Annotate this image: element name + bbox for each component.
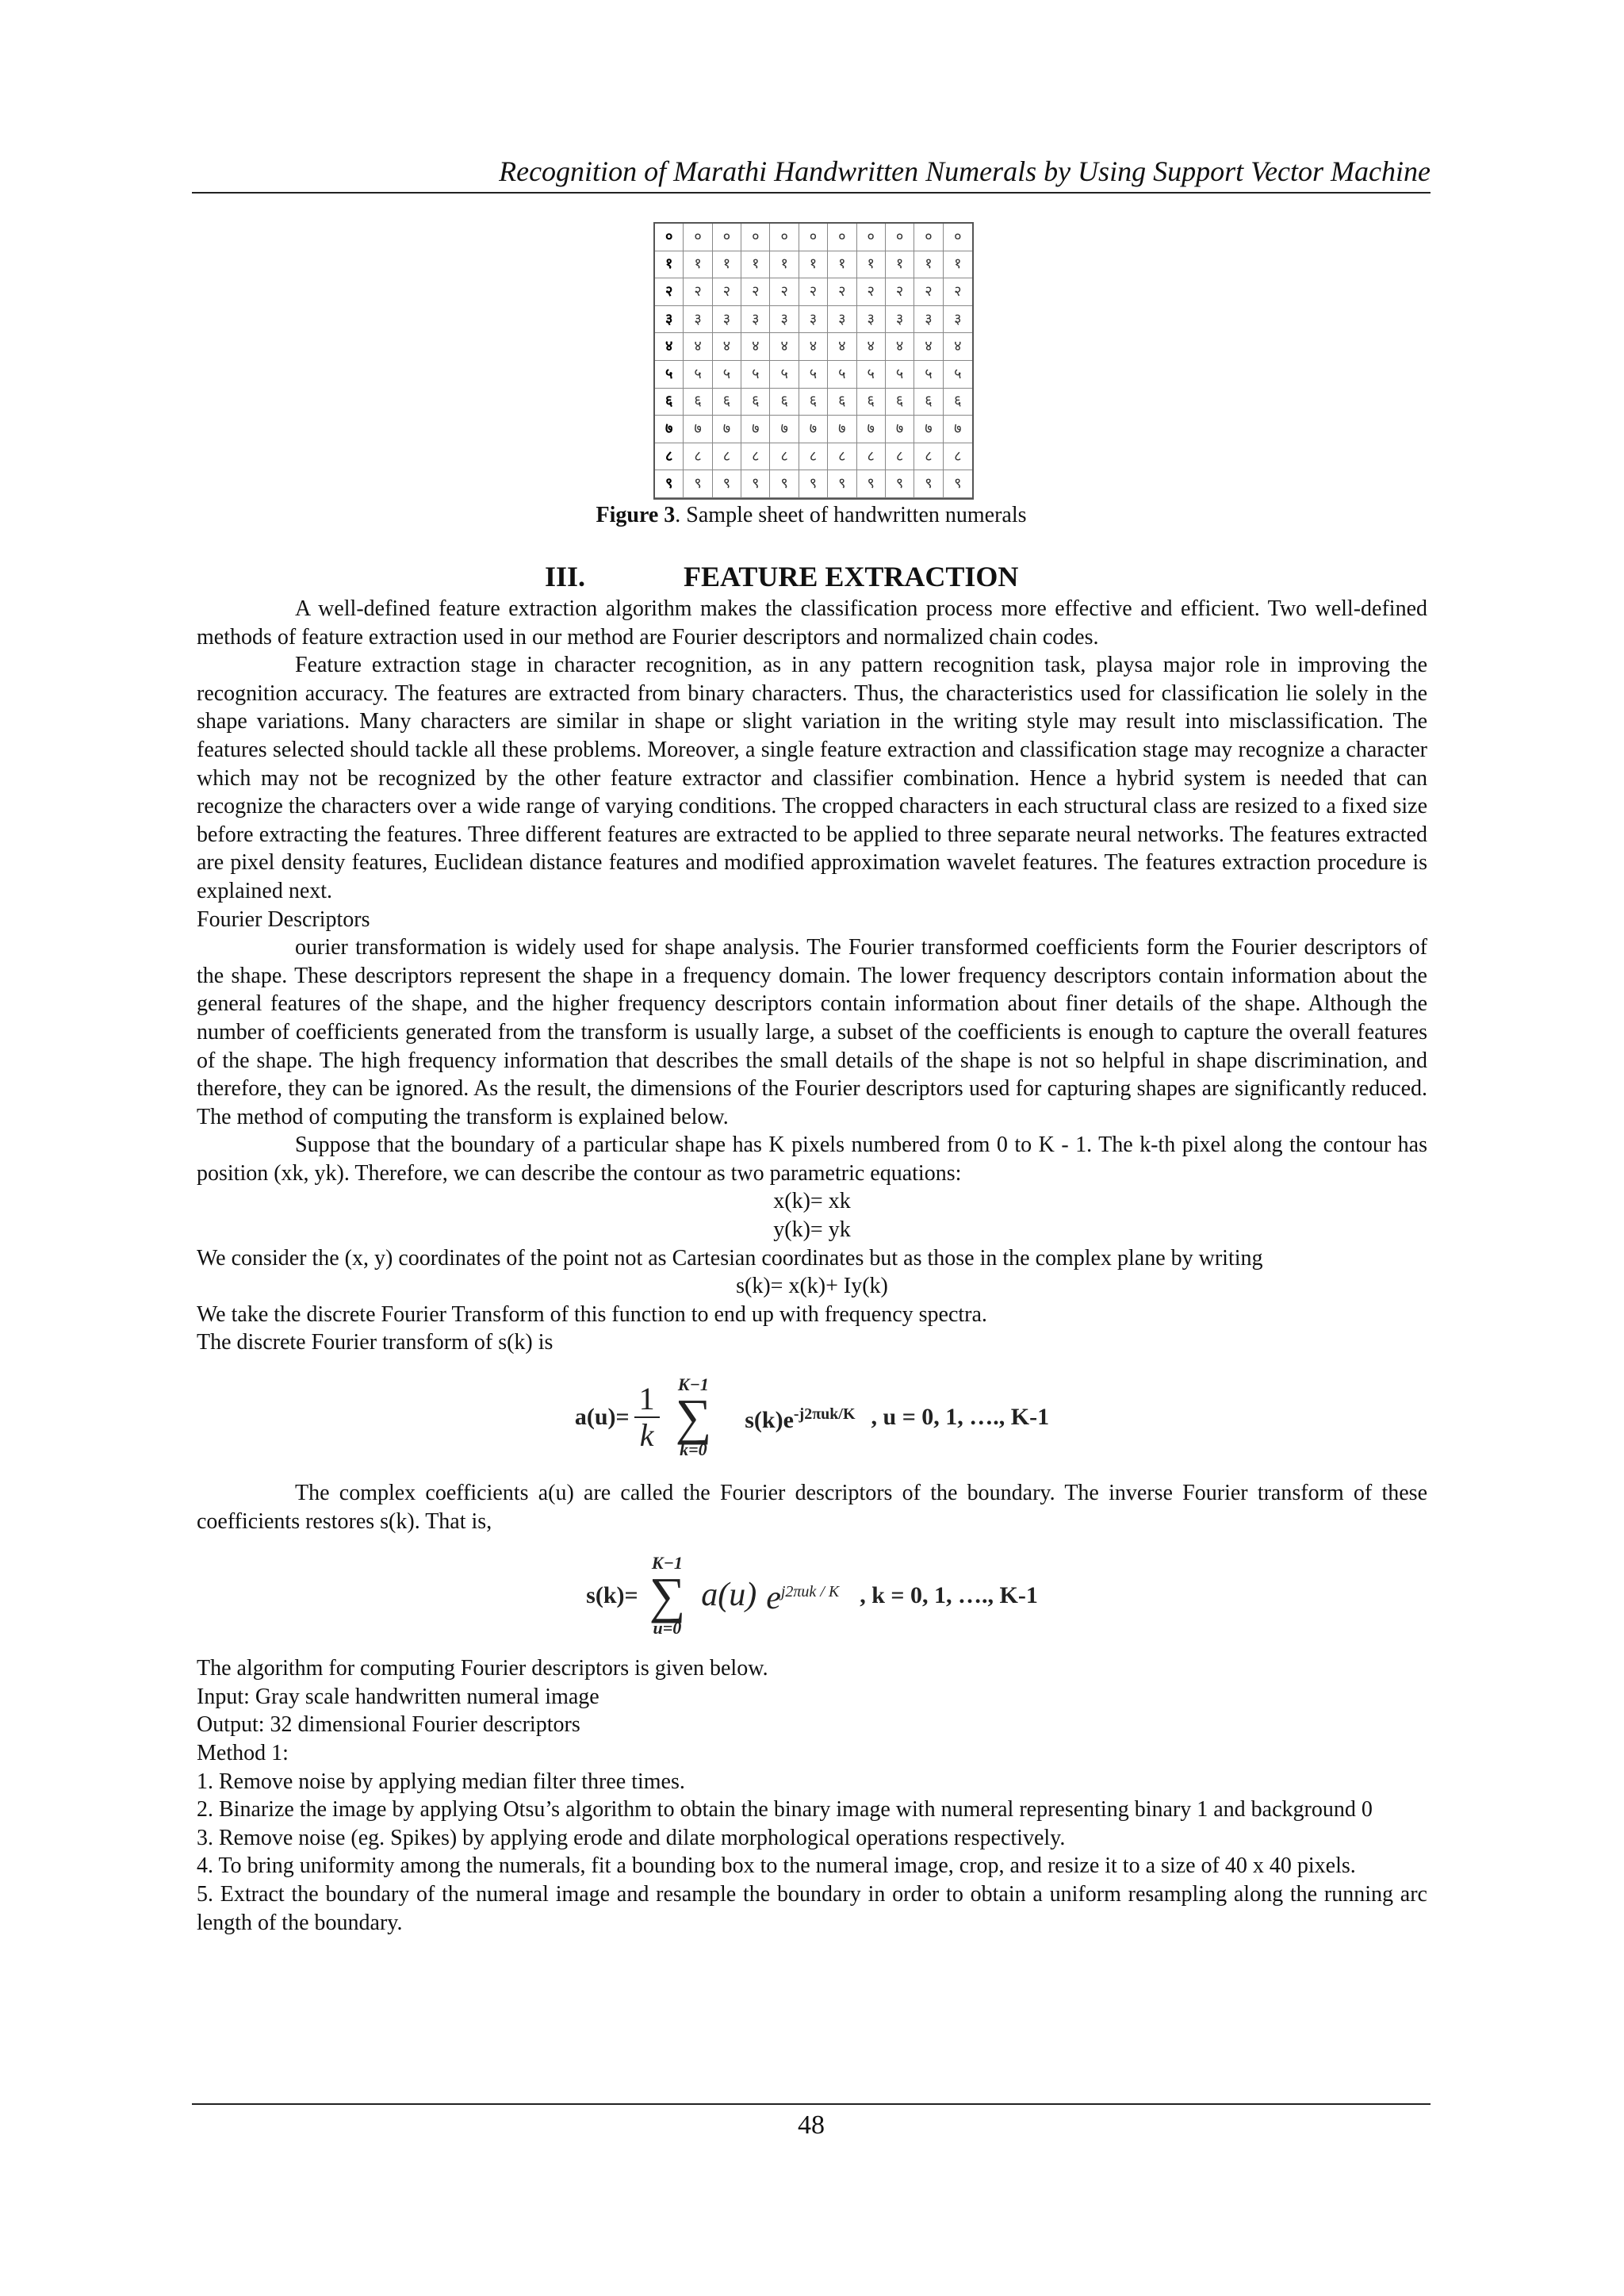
numeral-cell: २ xyxy=(741,278,770,306)
numeral-cell: ७ xyxy=(944,416,972,443)
numeral-cell: ४ xyxy=(799,333,828,361)
numeral-cell: ५ xyxy=(799,361,828,389)
dft-term: $s(k)e^{-j2\pi uk/K}$ xyxy=(745,1405,856,1433)
sigma-symbol: ∑ xyxy=(675,1389,712,1446)
algorithm-step-1: 1. Remove noise by applying median filter three times. xyxy=(197,1769,685,1794)
numeral-cell: २ xyxy=(770,278,799,306)
numeral-cell: ० xyxy=(828,224,856,251)
numeral-cell: ८ xyxy=(799,443,828,471)
paragraph-algorithm: The algorithm for computing Fourier descriptors is given below. xyxy=(197,1656,768,1681)
numeral-cell: ३ xyxy=(799,306,828,334)
numeral-cell: ७ xyxy=(828,416,856,443)
numeral-cell: ५ xyxy=(828,361,856,389)
numeral-cell: ३ xyxy=(741,306,770,334)
numeral-cell: ३ xyxy=(857,306,886,334)
numeral-cell: ९ xyxy=(857,470,886,498)
numeral-cell: ४ xyxy=(684,333,712,361)
numeral-cell: ८ xyxy=(886,443,914,471)
idft-coefficient: a(u) xyxy=(701,1577,757,1614)
numeral-cell: ९ xyxy=(886,470,914,498)
numeral-cell: ९ xyxy=(770,470,799,498)
numeral-cell: ३ xyxy=(684,306,712,334)
numeral-cell: ५ xyxy=(857,361,886,389)
numeral-cell: ६ xyxy=(828,389,856,416)
paragraph-intro: A well-defined feature extraction algorithm makes the classification process more effective and efficient. Two well-defined methods of feature extraction used in our method are Fourier descriptors and normalized chain codes. xyxy=(197,596,1427,650)
numeral-cell: ० xyxy=(914,224,943,251)
numeral-cell: ४ xyxy=(713,333,741,361)
body-text xyxy=(197,595,1427,1937)
idft-exponential: $e^{j2\pi uk / K}$ xyxy=(766,1580,840,1617)
numeral-cell: ९ xyxy=(914,470,943,498)
numeral-cell: ९ xyxy=(684,470,712,498)
numeral-cell: २ xyxy=(713,278,741,306)
numeral-cell: ८ xyxy=(684,443,712,471)
numeral-cell: ५ xyxy=(713,361,741,389)
numeral-cell: १ xyxy=(799,251,828,279)
numeral-cell: २ xyxy=(828,278,856,306)
numeral-cell: ९ xyxy=(944,470,972,498)
numeral-cell: २ xyxy=(886,278,914,306)
numeral-cell: ९ xyxy=(741,470,770,498)
dft-range: , u = 0, 1, …., K-1 xyxy=(871,1404,1050,1431)
numeral-cell: ० xyxy=(857,224,886,251)
numeral-cell: ६ xyxy=(857,389,886,416)
numeral-cell: ७ xyxy=(684,416,712,443)
numeral-cell: ६ xyxy=(886,389,914,416)
equation-x: x(k)= xk xyxy=(773,1189,851,1214)
algorithm-method: Method 1: xyxy=(197,1741,289,1765)
numeral-cell: ४ xyxy=(770,333,799,361)
idft-sum-upper: K−1 xyxy=(651,1553,683,1573)
numeral-cell: २ xyxy=(799,278,828,306)
algorithm-step-3: 3. Remove noise (eg. Spikes) by applying erode and dilate morphological operations respectively. xyxy=(197,1825,1066,1850)
numeral-cell: ८ xyxy=(944,443,972,471)
section-heading xyxy=(192,559,1431,594)
numeral-cell: २ xyxy=(857,278,886,306)
numeral-cell: ८ xyxy=(741,443,770,471)
dft-fraction-numerator: 1 xyxy=(634,1382,660,1418)
numeral-cell: ८ xyxy=(655,443,684,471)
numeral-cell: ५ xyxy=(684,361,712,389)
figure-caption-text: . Sample sheet of handwritten numerals xyxy=(675,503,1027,527)
numeral-cell: ७ xyxy=(886,416,914,443)
idft-sum-lower: u=0 xyxy=(653,1618,682,1639)
equation-y: y(k)= yk xyxy=(773,1217,851,1243)
numeral-cell: १ xyxy=(770,251,799,279)
dft-sum-lower: k=0 xyxy=(680,1439,707,1460)
paragraph-inverse: The complex coefficients a(u) are called the Fourier descriptors of the boundary. The inverse Fourier transform of these coefficients restores s(k). That is, xyxy=(197,1481,1427,1534)
numeral-cell: २ xyxy=(655,278,684,306)
numeral-cell: ५ xyxy=(886,361,914,389)
numeral-cell: १ xyxy=(914,251,943,279)
figure-caption xyxy=(192,501,1431,530)
numeral-cell: ८ xyxy=(857,443,886,471)
numeral-cell: ९ xyxy=(828,470,856,498)
numeral-cell: ४ xyxy=(828,333,856,361)
paragraph-dft-of-s: The discrete Fourier transform of s(k) is xyxy=(197,1330,553,1355)
numeral-cell: ७ xyxy=(655,416,684,443)
equation-s: s(k)= x(k)+ Iy(k) xyxy=(736,1274,888,1299)
numeral-cell: ५ xyxy=(914,361,943,389)
numeral-cell: १ xyxy=(684,251,712,279)
paragraph-boundary: Suppose that the boundary of a particular shape has K pixels numbered from 0 to K - 1. The k-th pixel along the contour has position (xk, yk). Therefore, we can describe the contour as two parametric equations: xyxy=(197,1133,1427,1186)
numeral-cell: ७ xyxy=(770,416,799,443)
numeral-cell: ७ xyxy=(713,416,741,443)
paragraph-dft-intro: We take the discrete Fourier Transform of this function to end up with frequency spectra. xyxy=(197,1301,987,1327)
numeral-cell: ० xyxy=(741,224,770,251)
subheading-fourier-descriptors: Fourier Descriptors xyxy=(197,907,370,932)
dft-summation xyxy=(676,1376,712,1458)
numeral-cell: ० xyxy=(713,224,741,251)
numeral-cell: २ xyxy=(914,278,943,306)
numeral-cell: ८ xyxy=(770,443,799,471)
numeral-cell: ७ xyxy=(857,416,886,443)
numeral-cell: ३ xyxy=(713,306,741,334)
numeral-cell: ३ xyxy=(944,306,972,334)
numeral-cell: ६ xyxy=(799,389,828,416)
paragraph-complex-plane: We consider the (x, y) coordinates of the point not as Cartesian coordinates but as those in the complex plane by writing xyxy=(197,1245,1263,1271)
sigma-symbol: ∑ xyxy=(649,1567,686,1624)
numeral-cell: ५ xyxy=(741,361,770,389)
numeral-cell: ४ xyxy=(741,333,770,361)
numeral-cell: ० xyxy=(655,224,684,251)
numeral-cell: ५ xyxy=(944,361,972,389)
numeral-cell: ६ xyxy=(655,389,684,416)
paragraph-fourier: ourier transformation is widely used for shape analysis. The Fourier transformed coefficients form the Fourier descriptors of the shape. These descriptors represent the shape in a frequency domain. The lower frequency descriptors contain information about the general features of the shape, and the higher frequency descriptors contain information about finer details of the shape. Although the number of coefficients generated from the transform is usually large, a subset of the coefficients is enough to capture the overall features of the shape. The high frequency information that describes the small details of the shape is not so helpful in shape discrimination, and therefore, they can be ignored. As the result, the dimensions of the Fourier descriptors used for capturing shapes are significantly reduced. The method of computing the transform is explained below. xyxy=(197,935,1427,1129)
numeral-cell: ७ xyxy=(741,416,770,443)
numeral-cell: २ xyxy=(684,278,712,306)
numeral-cell: ० xyxy=(684,224,712,251)
numeral-cell: ३ xyxy=(770,306,799,334)
numeral-cell: ८ xyxy=(828,443,856,471)
numeral-cell: १ xyxy=(741,251,770,279)
numeral-cell: ८ xyxy=(914,443,943,471)
numeral-cell: ० xyxy=(770,224,799,251)
numeral-cell: ४ xyxy=(857,333,886,361)
numeral-cell: ३ xyxy=(655,306,684,334)
numeral-cell: ७ xyxy=(914,416,943,443)
numeral-cell: ९ xyxy=(799,470,828,498)
numeral-cell: ७ xyxy=(799,416,828,443)
numeral-cell: ३ xyxy=(828,306,856,334)
numeral-cell: ८ xyxy=(713,443,741,471)
numeral-cell: ४ xyxy=(944,333,972,361)
numeral-cell: ४ xyxy=(914,333,943,361)
numeral-cell: ९ xyxy=(713,470,741,498)
running-title: Recognition of Marathi Handwritten Numerals by Using Support Vector Machine xyxy=(499,155,1431,187)
dft-equation xyxy=(197,1366,1427,1468)
numeral-cell: ६ xyxy=(770,389,799,416)
numeral-cell: ६ xyxy=(713,389,741,416)
numeral-cell: १ xyxy=(944,251,972,279)
idft-equation xyxy=(197,1545,1427,1646)
idft-summation xyxy=(649,1554,686,1637)
numeral-cell: ६ xyxy=(944,389,972,416)
algorithm-step-5: 5. Extract the boundary of the numeral image and resample the boundary in order to obtain a uniform resampling along the running arc length of the boundary. xyxy=(197,1881,1427,1935)
algorithm-output: Output: 32 dimensional Fourier descriptors xyxy=(197,1712,580,1738)
section-title: FEATURE EXTRACTION xyxy=(684,561,1019,592)
section-number: III. xyxy=(545,561,586,592)
numeral-cell: ६ xyxy=(914,389,943,416)
figure-caption-label: Figure 3 xyxy=(596,503,676,527)
header-rule xyxy=(192,192,1431,194)
footer-rule xyxy=(192,2103,1431,2105)
numeral-cell: ५ xyxy=(655,361,684,389)
numeral-cell: १ xyxy=(886,251,914,279)
numeral-cell: १ xyxy=(713,251,741,279)
page-number: 48 xyxy=(798,2110,825,2140)
numeral-cell: ९ xyxy=(655,470,684,498)
idft-range: , k = 0, 1, …., K-1 xyxy=(860,1582,1038,1609)
numeral-cell: ३ xyxy=(886,306,914,334)
dft-fraction-denominator: k xyxy=(639,1417,654,1454)
idft-lhs: s(k)= xyxy=(586,1582,638,1609)
dft-lhs: a(u)= xyxy=(574,1404,630,1431)
numeral-cell: ० xyxy=(886,224,914,251)
numeral-cell: ० xyxy=(799,224,828,251)
numeral-cell: ४ xyxy=(886,333,914,361)
numeral-cell: २ xyxy=(944,278,972,306)
algorithm-step-2: 2. Binarize the image by applying Otsu’s algorithm to obtain the binary image with numeral representing binary 1 and background 0 xyxy=(197,1797,1373,1823)
algorithm-input: Input: Gray scale handwritten numeral image xyxy=(197,1684,599,1709)
numeral-cell: १ xyxy=(857,251,886,279)
numeral-cell: ६ xyxy=(684,389,712,416)
numeral-cell: ६ xyxy=(741,389,770,416)
numeral-cell: ० xyxy=(944,224,972,251)
numeral-cell: ४ xyxy=(655,333,684,361)
algorithm-step-4: 4. To bring uniformity among the numerals, fit a bounding box to the numeral image, crop, and resize it to a size of 40 x 40 pixels. xyxy=(197,1853,1356,1879)
dft-fraction xyxy=(634,1382,660,1453)
numeral-cell: १ xyxy=(655,251,684,279)
numeral-cell: ३ xyxy=(914,306,943,334)
sample-sheet-figure xyxy=(653,222,974,500)
numeral-cell: १ xyxy=(828,251,856,279)
dft-sum-upper: K−1 xyxy=(677,1374,709,1395)
numeral-cell: ५ xyxy=(770,361,799,389)
paragraph-feature-extraction: Feature extraction stage in character recognition, as in any pattern recognition task, playsa major role in improving the recognition accuracy. The features are extracted from binary characters. Thus, the characteristics used for classification lie solely in the shape variations. Many characters are similar in shape or slight variation in the writing style may result into misclassification. The features selected should tackle all these problems. Moreover, a single feature extraction and classification stage may recognize a character which may not be recognized by the other feature extractor and classifier combination. Hence a hybrid system is needed that can recognize the characters over a wide range of varying conditions. The cropped characters in each structural class are resized to a fixed size before extracting the features. Three different features are extracted to be applied to three separate neural networks. The features extracted are pixel density features, Euclidean distance features and modified approximation wavelet features. The features extraction procedure is explained next. xyxy=(197,653,1427,903)
